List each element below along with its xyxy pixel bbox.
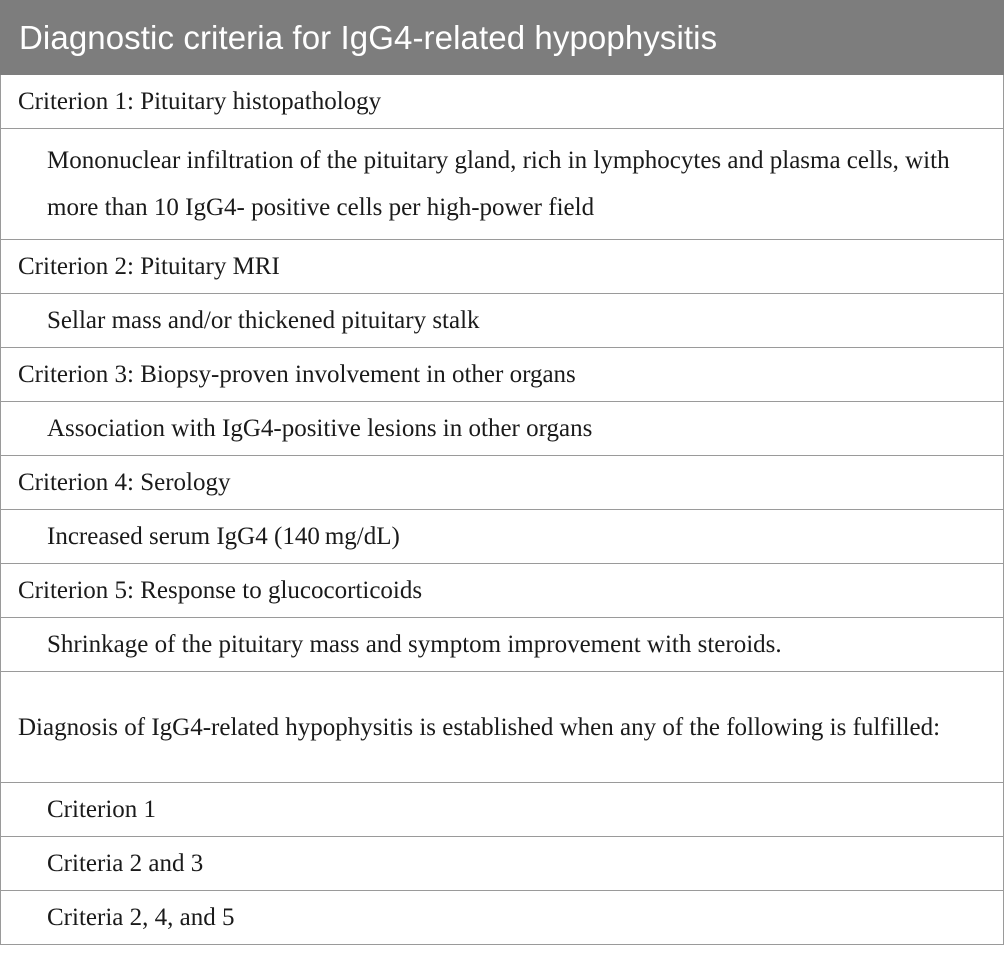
criterion-3-heading: Criterion 3: Biopsy-proven involvement in other organs bbox=[1, 348, 1004, 402]
criterion-2-detail: Sellar mass and/or thickened pituitary stalk bbox=[1, 294, 1004, 348]
criterion-1-detail: Mononuclear infiltration of the pituitary gland, rich in lymphocytes and plasma cells, with more than 10 IgG4- positive cells per high-power field bbox=[1, 129, 1004, 240]
criterion-5-detail: Shrinkage of the pituitary mass and symptom improvement with steroids. bbox=[1, 618, 1004, 672]
table-row bbox=[1, 837, 1004, 891]
criterion-4-detail: Increased serum IgG4 (140 mg/dL) bbox=[1, 510, 1004, 564]
diagnosis-option-1: Criterion 1 bbox=[1, 783, 1004, 837]
diagnosis-option-3: Criteria 2, 4, and 5 bbox=[1, 891, 1004, 945]
criterion-5-heading: Criterion 5: Response to glucocorticoids bbox=[1, 564, 1004, 618]
table-row bbox=[1, 510, 1004, 564]
criterion-2-heading: Criterion 2: Pituitary MRI bbox=[1, 240, 1004, 294]
table-row bbox=[1, 75, 1004, 129]
table-row bbox=[1, 348, 1004, 402]
diagnosis-rule-heading: Diagnosis of IgG4-related hypophysitis is established when any of the following is fulfilled: bbox=[1, 672, 1004, 783]
table-title: Diagnostic criteria for IgG4-related hypophysitis bbox=[1, 1, 1004, 75]
table-row bbox=[1, 402, 1004, 456]
table-row bbox=[1, 891, 1004, 945]
table-row bbox=[1, 294, 1004, 348]
table-header-row bbox=[1, 1, 1004, 75]
table-row bbox=[1, 618, 1004, 672]
table-row bbox=[1, 672, 1004, 783]
table-row bbox=[1, 240, 1004, 294]
criterion-1-heading: Criterion 1: Pituitary histopathology bbox=[1, 75, 1004, 129]
table-row bbox=[1, 129, 1004, 240]
table-row bbox=[1, 564, 1004, 618]
criterion-4-heading: Criterion 4: Serology bbox=[1, 456, 1004, 510]
criterion-3-detail: Association with IgG4-positive lesions in other organs bbox=[1, 402, 1004, 456]
table-row bbox=[1, 783, 1004, 837]
table-row bbox=[1, 456, 1004, 510]
diagnosis-option-2: Criteria 2 and 3 bbox=[1, 837, 1004, 891]
